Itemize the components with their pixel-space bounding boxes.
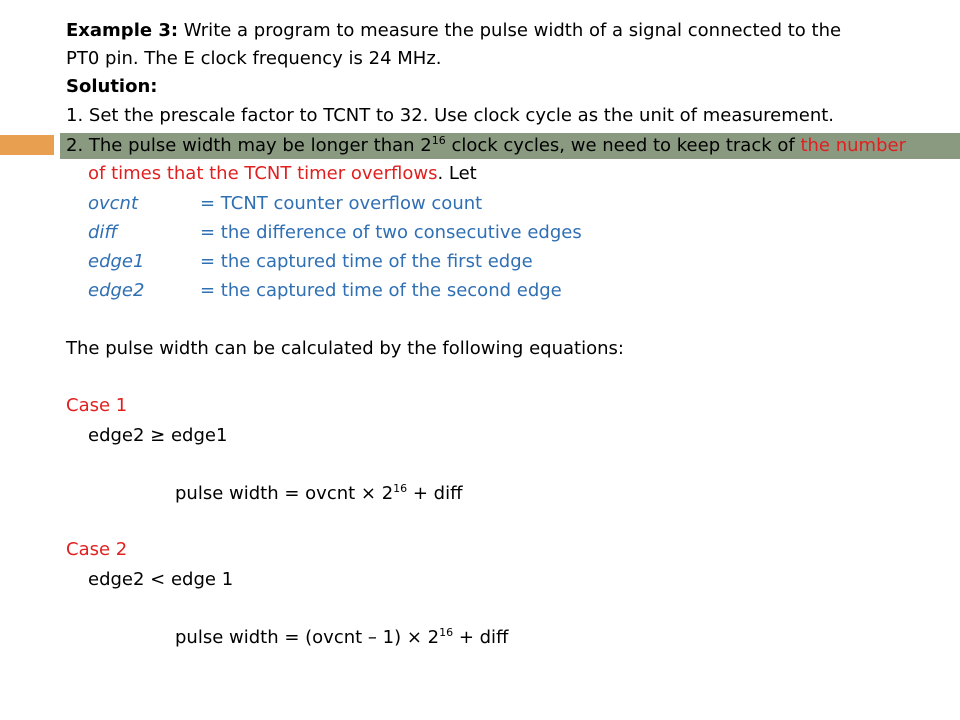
step-2-line2-red: of times that the TCNT timer overflows: [88, 163, 438, 184]
definition-text: = the difference of two consecutive edges: [200, 222, 582, 243]
step-2-text-b: clock cycles, we need to keep track of: [445, 135, 801, 156]
case-2-label: Case 2: [66, 539, 128, 560]
definition-term: edge2: [88, 280, 145, 301]
case-2-eq-a: pulse width = (ovcnt – 1) × 2: [175, 627, 440, 648]
definition-row: [88, 221, 582, 245]
definition-term: diff: [88, 222, 118, 243]
step-2-line2-end: . Let: [437, 163, 477, 184]
step-2-red: the number: [800, 135, 906, 156]
case-2-condition: edge2 < edge 1: [88, 569, 234, 590]
step-2-line-2: [88, 162, 477, 186]
example-text-2: PT0 pin. The E clock frequency is 24 MHz.: [66, 48, 442, 69]
case-2-eq-b: + diff: [453, 627, 509, 648]
example-label: Example 3:: [66, 20, 179, 41]
case-1-eq-b: + diff: [407, 483, 463, 504]
definition-term: edge1: [88, 251, 145, 272]
definition-row: [88, 279, 562, 303]
definition-text: = TCNT counter overflow count: [200, 193, 483, 214]
step-1: 1. Set the prescale factor to TCNT to 32. Use clock cycle as the unit of measurement.: [66, 105, 835, 126]
intro-text: The pulse width can be calculated by the following equations:: [66, 338, 624, 359]
step-2-text-a: 2. The pulse width may be longer than 2: [66, 135, 432, 156]
example-line: [66, 19, 841, 43]
case-1-equation: [175, 482, 463, 506]
case-2-exponent: 16: [439, 626, 454, 639]
case-1-exponent: 16: [393, 482, 408, 495]
definition-text: = the captured time of the second edge: [200, 280, 562, 301]
accent-tab: [0, 135, 54, 155]
definition-text: = the captured time of the first edge: [200, 251, 533, 272]
definition-row: [88, 192, 482, 216]
step-2-exponent: 16: [431, 134, 446, 147]
case-2-equation: [175, 626, 508, 650]
case-1-label: Case 1: [66, 395, 128, 416]
solution-label: Solution:: [66, 76, 158, 97]
definition-row: [88, 250, 533, 274]
case-1-eq-a: pulse width = ovcnt × 2: [175, 483, 394, 504]
step-2: [66, 134, 906, 158]
example-text: Write a program to measure the pulse width of a signal connected to the: [183, 20, 842, 41]
case-1-condition: edge2 ≥ edge1: [88, 425, 228, 446]
definition-term: ovcnt: [88, 193, 139, 214]
